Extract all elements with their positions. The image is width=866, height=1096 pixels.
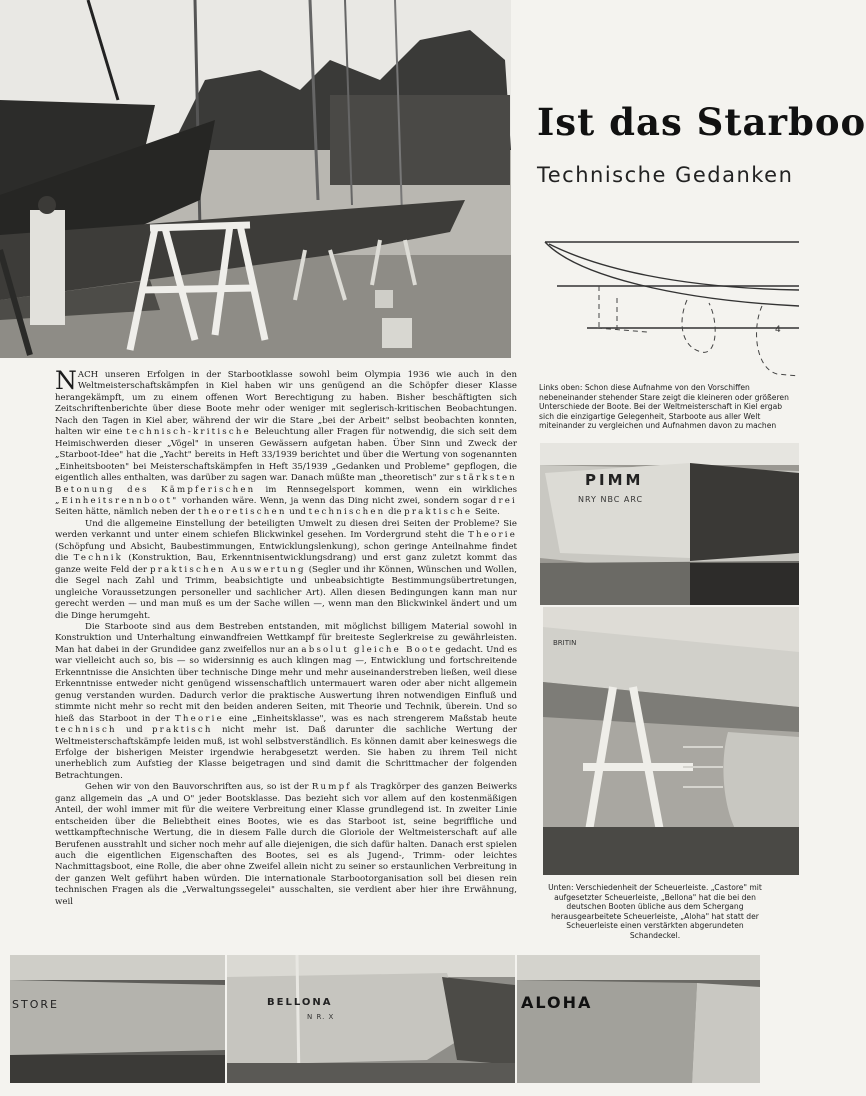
boat-name-pimm: PIMM bbox=[585, 471, 644, 489]
page-title: Ist das Starboo bbox=[537, 100, 866, 144]
article-paragraph: Die Starboote sind aus dem Bestreben entstanden, mit möglichst billigem Material sowohl in Konstruktion und Unterhaltung einwandfreien Wettkampf für breiteste Seglerkreise zu gewährleisten. Man hat dabei in der Grundidee ganz zweifellos nur an absolut gleiche Boote gedacht. Und es war vielleicht auch so, bis — so widersinnig es auch klingen mag —, Entwicklung und fortschreitende Erkenntnisse die Ansichten über technische Dinge mehr und mehr auseinanderstreben ließen, weil diese Erkenntnisse entweder nicht genügend wissenschaftlich untermauert waren oder aber nicht allgemein genug verstanden wurden. Dadurch verlor die praktische Auswertung ihren notwendigen Einfluß und stimmte nicht mehr so recht mit den beiden anderen Seiten, mit Theorie und Technik, überein. Und so hieß das Starboot in der Theorie eine „Einheitsklasse", was es nach strengerem Maßstab heute technisch und praktisch nicht mehr ist. Daß darunter die sachliche Wertung der Weltmeisterschaftskämpfe leiden muß, ist wohl selbstverständlich. Es können damit aber keineswegs die Erfolge der bisherigen Meister irgendwie herabgesetzt werden. Sie haben zu ihrem Teil nicht unerheblich zum Aufstieg der Klasse beigetragen und sind damit die Schrittmacher der folgenden Betrachtungen. bbox=[55, 621, 518, 781]
page-subtitle: Technische Gedanken bbox=[537, 163, 794, 187]
boat-name-bellona: BELLONA bbox=[267, 997, 333, 1008]
svg-text:4: 4 bbox=[775, 325, 781, 335]
photo-bellona-stern bbox=[227, 955, 515, 1083]
article-body bbox=[55, 366, 518, 945]
photo-boats-on-trestles bbox=[0, 0, 511, 358]
hull-profile-diagram bbox=[537, 228, 799, 378]
boat-name-bow: BRITIN bbox=[553, 639, 577, 647]
photo-castore-stern bbox=[10, 955, 225, 1083]
photo-aloha-stern bbox=[517, 955, 760, 1083]
boat-registration-bellona: N R. X bbox=[307, 1013, 335, 1021]
caption-top: Links oben: Schon diese Aufnahme von den Vorschiffen nebeneinander stehender Stare zeigt die kleineren oder größeren Unterschiede der Boote. Bei der Weltmeisterschaft in Kiel ergab sich die einzigartige Gelegenheit, Starboote aus aller Welt miteinander zu vergleichen und Aufnahmen davon zu machen bbox=[539, 383, 789, 431]
photo-hull-on-trestle bbox=[543, 607, 799, 875]
drop-cap: N bbox=[55, 366, 77, 395]
article-paragraph: Gehen wir von den Bauvorschriften aus, so ist der Rumpf als Tragkörper des ganzen Beiwerks ganz allgemein das „A und O" jeder Bootsklasse. Das bezieht sich vor allem auf den kostenmäßigen Anteil, der wohl immer mit für die weitere Verbreitung einer Klasse grundlegend ist. In zweiter Linie entscheiden über die Beliebtheit eines Bootes, wie es das Starboot ist, seine begriffliche und wettkampftechnische Wertung, die in diesem Falle durch die Gloriole der Weltmeisterschaft auf alle Berufenen ausstrahlt und sicher noch mehr auf alle diejenigen, die sich dafür halten. Danach erst spielen auch die eigentlichen Eigenschaften des Bootes, sei es als Jugend-, Trimm- oder leichtes Nachmittagsboot, eine Rolle, die aber ohne Zweifel allein nicht zu seiner so erstaunlichen Verbreitung in der ganzen Welt geführt haben würden. Die internationale Starbootorganisation soll bei diesen rein technischen Fragen als die „Verwaltungssegelei" ausschalten, sie verdient aber hier ihre Erwähnung, weil bbox=[55, 782, 518, 907]
boat-name-aloha: ALOHA bbox=[521, 993, 593, 1012]
photo-pimm-stern bbox=[540, 443, 799, 605]
caption-bottom: Unten: Verschiedenheit der Scheuerleiste. „Castore" mit aufgesetzter Scheuerleiste, „Bellona" hat die bei den deutschen Booten übliche aus dem Schergang herausgearbeitete Scheuerleiste, „Aloha" hat statt der Scheuerleiste einen verstärkten abgerundeten Schandeckel. bbox=[548, 883, 762, 940]
article-paragraph: NACH unseren Erfolgen in der Starbootklasse sowohl beim Olympia 1936 wie auch in den Weltmeisterschaftskämpfen in Kiel haben wir uns genügend an die Schöpfer dieser Klasse herangekämpft, um zu einem offenen Wort Berechtigung zu haben. Bisher beschäftigten sich Zeitschriftenberichte über diese Boote mehr oder weniger mit seglerisch-kritischen Beobachtungen. Nach den Tagen in Kiel aber, während der wir die Stare „bei der Arbeit" selbst beobachten konnten, halten wir eine technisch-kritische Beleuchtung aller Fragen für notwendig, die sich seit dem Heimischwerden dieser „Vögel" in unseren Gewässern aufgetan haben. Über Sinn und Zweck der „Starboot-Idee" hat die „Yacht" bereits in Heft 33/1939 berichtet und über die Wertung von sogenannten „Einheitsbooten" bei Meisterschaftskämpfen in Heft 35/1939 „Gedanken und Probleme" gepflogen, die eigentlich alles enthalten, was darüber zu sagen war. Danach müßte man „theoretisch" zur stärksten Betonung des Kämpferischen im Rennsegelsport kommen, wenn ein wirkliches „Einheitsrennboot" vorhanden wäre. Wenn, ja wenn das Ding nicht zwei, sondern sogar drei Seiten hätte, nämlich neben der theoretischen und technischen die praktische Seite. bbox=[55, 366, 518, 518]
boat-name-castore: STORE bbox=[12, 998, 59, 1011]
boat-registration-pimm: NRY NBC ARC bbox=[578, 495, 644, 504]
article-paragraph: Und die allgemeine Einstellung der beteiligten Umwelt zu diesen drei Seiten der Probleme? Sie werden verkannt und unter einem schiefen Blickwinkel gesehen. Im Vordergrund steht die Theorie (Schöpfung und Absicht, Baubestimmungen, Entwicklungslenkung), schon geringe Anteilnahme findet die Technik (Konstruktion, Bau, Erkenntnisentwicklungsdrang) und erst ganz zuletzt kommt das ganze weite Feld der praktischen Auswertung (Segler und ihr Können, Wünschen und Wollen, die Segel nach Zahl und Trimm, beabsichtigte und unbeabsichtigte Bestimmungsübertretungen, ungleiche Voraussetzungen personeller und sachlicher Art). Allen diesen Bedingungen kann man nur gerecht werden — und man muß es um der Sache willen —, wenn man den Blickwinkel ändert und um die Dinge herumgeht. bbox=[55, 518, 518, 621]
